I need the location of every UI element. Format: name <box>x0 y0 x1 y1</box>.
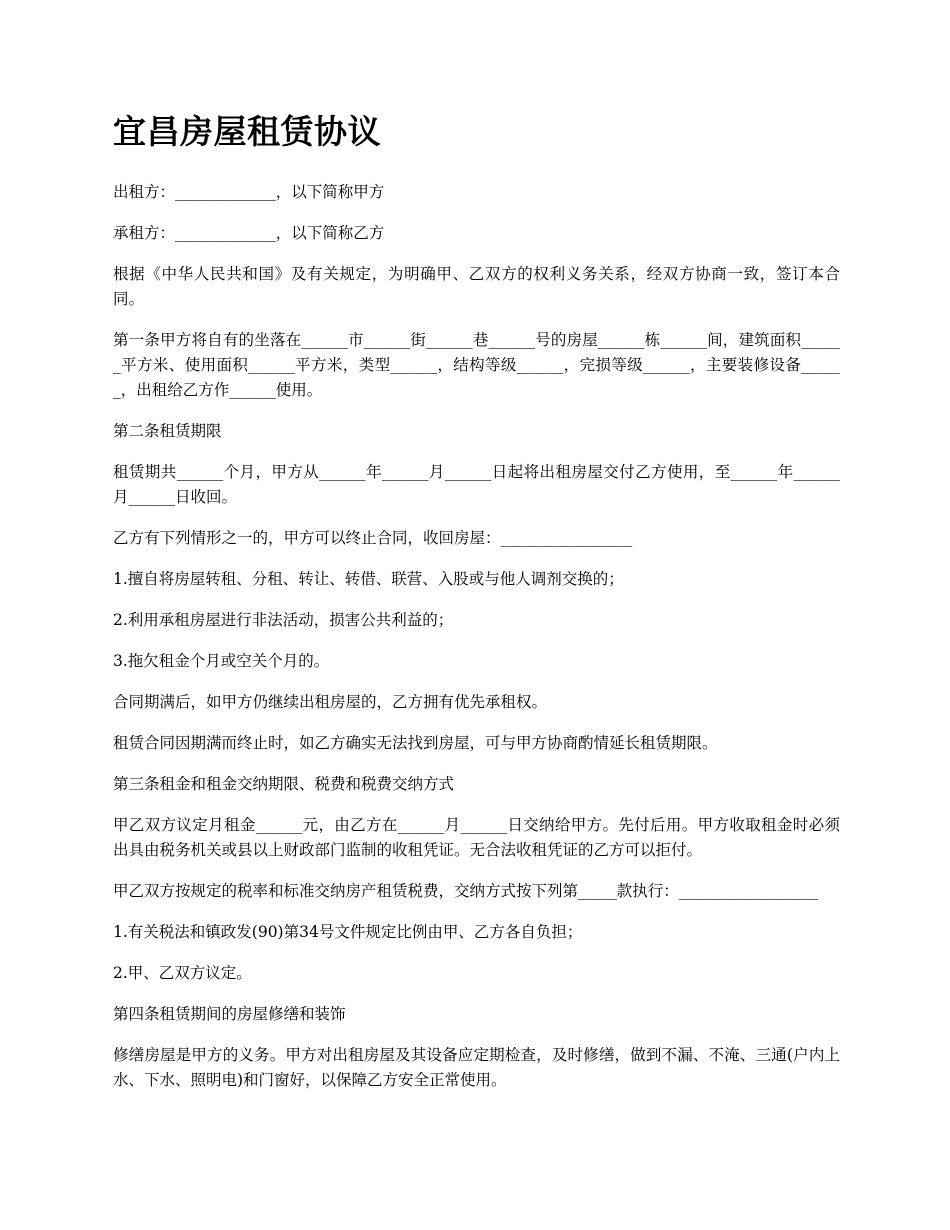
document-body <box>113 110 840 1109</box>
tax-item-1: 1.有关税法和镇政发(90)第34号文件规定比例由甲、乙方各自负担； <box>113 923 583 941</box>
article-1-paragraph: 第一条甲方将自有的坐落在______市______街______巷______号的房屋______栋______间，建筑面积______平方米、使用面积______平方米，类型______，结构等级______，完损等级______，主要装修设备______，出租给乙方作______使用。 <box>113 331 840 399</box>
termination-item-3: 3.拖欠租金个月或空关个月的。 <box>113 652 330 670</box>
termination-item-2: 2.利用承租房屋进行非法活动，损害公共利益的； <box>113 611 454 629</box>
tax-paragraph: 甲乙双方按规定的税率和标准交纳房产租赁税费，交纳方式按下列第_____款执行：__________________ <box>113 882 819 900</box>
preamble-paragraph: 根据《中华人民共和国》及有关规定，为明确甲、乙双方的权利义务关系，经双方协商一致，签订本合同。 <box>113 265 840 308</box>
rent-paragraph: 甲乙双方议定月租金______元，由乙方在______月______日交纳给甲方。先付后用。甲方收取租金时必须出具由税务机关或县以上财政部门监制的收租凭证。无合法收租凭证的乙方可以拒付。 <box>113 816 840 859</box>
document-title: 宜昌房屋租赁协议 <box>113 112 381 151</box>
lease-term-paragraph: 租赁期共______个月，甲方从______年______月______日起将出租房屋交付乙方使用，至______年______月______日收回。 <box>113 463 840 506</box>
termination-paragraph: 乙方有下列情形之一的，甲方可以终止合同，收回房屋：_________________ <box>113 529 633 547</box>
repair-paragraph: 修缮房屋是甲方的义务。甲方对出租房屋及其设备应定期检查，及时修缮，做到不漏、不淹、三通(户内上水、下水、照明电)和门窗好，以保障乙方安全正常使用。 <box>113 1046 840 1089</box>
lessor-line: 出租方：_____________，以下简称甲方 <box>113 183 385 201</box>
extension-paragraph: 租赁合同因期满而终止时，如乙方确实无法找到房屋，可与甲方协商酌情延长租赁期限。 <box>113 734 718 752</box>
lessee-line: 承租方：_____________，以下简称乙方 <box>113 224 385 242</box>
priority-renewal-paragraph: 合同期满后，如甲方仍继续出租房屋的，乙方拥有优先承租权。 <box>113 693 548 711</box>
termination-item-1: 1.擅自将房屋转租、分租、转让、转借、联营、入股或与他人调剂交换的； <box>113 570 624 588</box>
tax-item-2: 2.甲、乙双方议定。 <box>113 964 252 982</box>
article-4-heading: 第四条租赁期间的房屋修缮和装饰 <box>113 1005 346 1023</box>
article-3-heading: 第三条租金和租金交纳期限、税费和税费交纳方式 <box>113 775 455 793</box>
article-2-heading: 第二条租赁期限 <box>113 422 222 440</box>
